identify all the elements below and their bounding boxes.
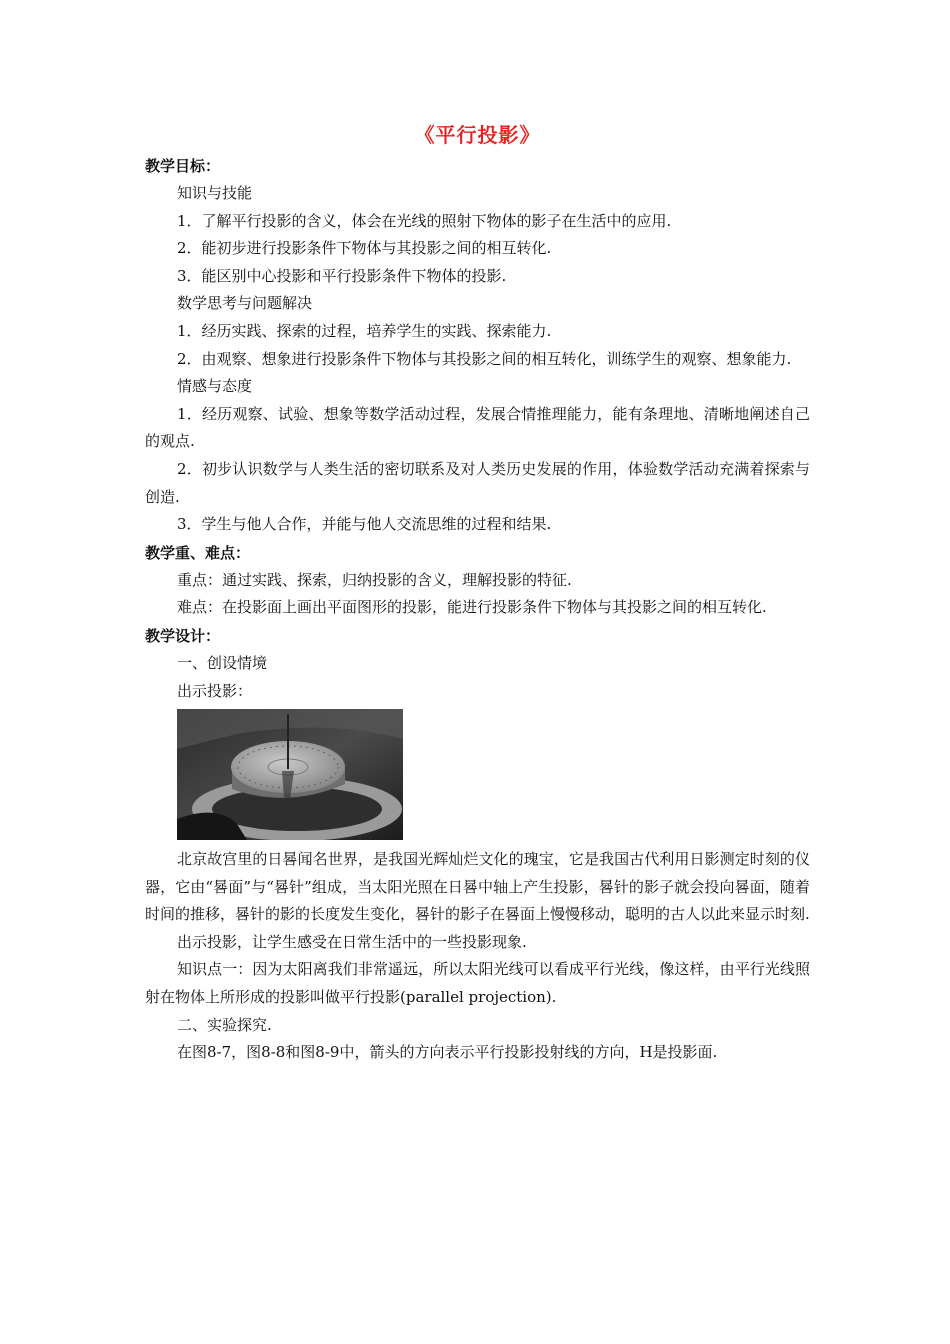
show-projection-paragraph: 出示投影，让学生感受在日常生活中的一些投影现象. bbox=[177, 932, 527, 951]
emotion-label: 情感与态度 bbox=[177, 377, 253, 396]
keypoints-heading: 教学重、难点： bbox=[145, 543, 251, 562]
knowledge-label: 知识与技能 bbox=[177, 184, 253, 202]
knowledge-item: 2．能初步进行投影条件下物体与其投影之间的相互转化. bbox=[177, 239, 552, 258]
thinking-label: 数学思考与问题解决 bbox=[177, 294, 313, 313]
knowledge-item: 1．了解平行投影的含义，体会在光线的照射下物体的影子在生活中的应用. bbox=[177, 211, 672, 230]
focus-text: 重点：通过实践、探索，归纳投影的含义，理解投影的特征. bbox=[177, 570, 572, 589]
knowledge-item: 3．能区别中心投影和平行投影条件下物体的投影. bbox=[177, 266, 507, 285]
knowledge-point-1: 知识点一：因为太阳离我们非常遥远，所以太阳光线可以看成平行光线，像这样，由平行光线照射在物体上所形成的投影叫做平行投影(parallel projection). bbox=[145, 960, 810, 1007]
section2-title: 二、实验探究. bbox=[177, 1015, 272, 1034]
emotion-item: 1．经历观察、试验、想象等数学活动过程，发展合情推理能力，能有条理地、清晰地阐述自己的观点. bbox=[145, 404, 810, 451]
emotion-item: 3．学生与他人合作，并能与他人交流思维的过程和结果. bbox=[177, 515, 552, 534]
document-title: 《平行投影》 bbox=[414, 123, 541, 147]
difficulty-text: 难点：在投影面上画出平面图形的投影，能进行投影条件下物体与其投影之间的相互转化. bbox=[177, 598, 767, 617]
sundial-paragraph: 北京故宫里的日晷闻名世界，是我国光辉灿烂文化的瑰宝，它是我国古代利用日影测定时刻的仪器，它由“晷面”与“晷针”组成，当太阳光照在日晷中轴上产生投影，晷针的影子就会投向晷面，随着时间的推移，晷针的影的长度发生变化，晷针的影子在晷面上慢慢移动，聪明的古人以此来显示时刻. bbox=[145, 850, 810, 924]
design-heading: 教学设计： bbox=[145, 626, 221, 645]
sundial-photo bbox=[177, 709, 403, 840]
document-page bbox=[145, 120, 810, 1067]
thinking-item: 1．经历实践、探索的过程，培养学生的实践、探索能力. bbox=[177, 321, 552, 340]
goals-heading: 教学目标： bbox=[145, 157, 221, 175]
show-projection-label: 出示投影： bbox=[177, 681, 253, 700]
figures-paragraph: 在图8-7，图8-8和图8-9中，箭头的方向表示平行投影投射线的方向，H是投影面. bbox=[177, 1043, 718, 1062]
thinking-item: 2．由观察、想象进行投影条件下物体与其投影之间的相互转化，训练学生的观察、想象能力. bbox=[177, 349, 792, 368]
section1-title: 一、创设情境 bbox=[177, 653, 268, 672]
emotion-item: 2．初步认识数学与人类生活的密切联系及对人类历史发展的作用，体验数学活动充满着探索与创造. bbox=[145, 459, 810, 506]
